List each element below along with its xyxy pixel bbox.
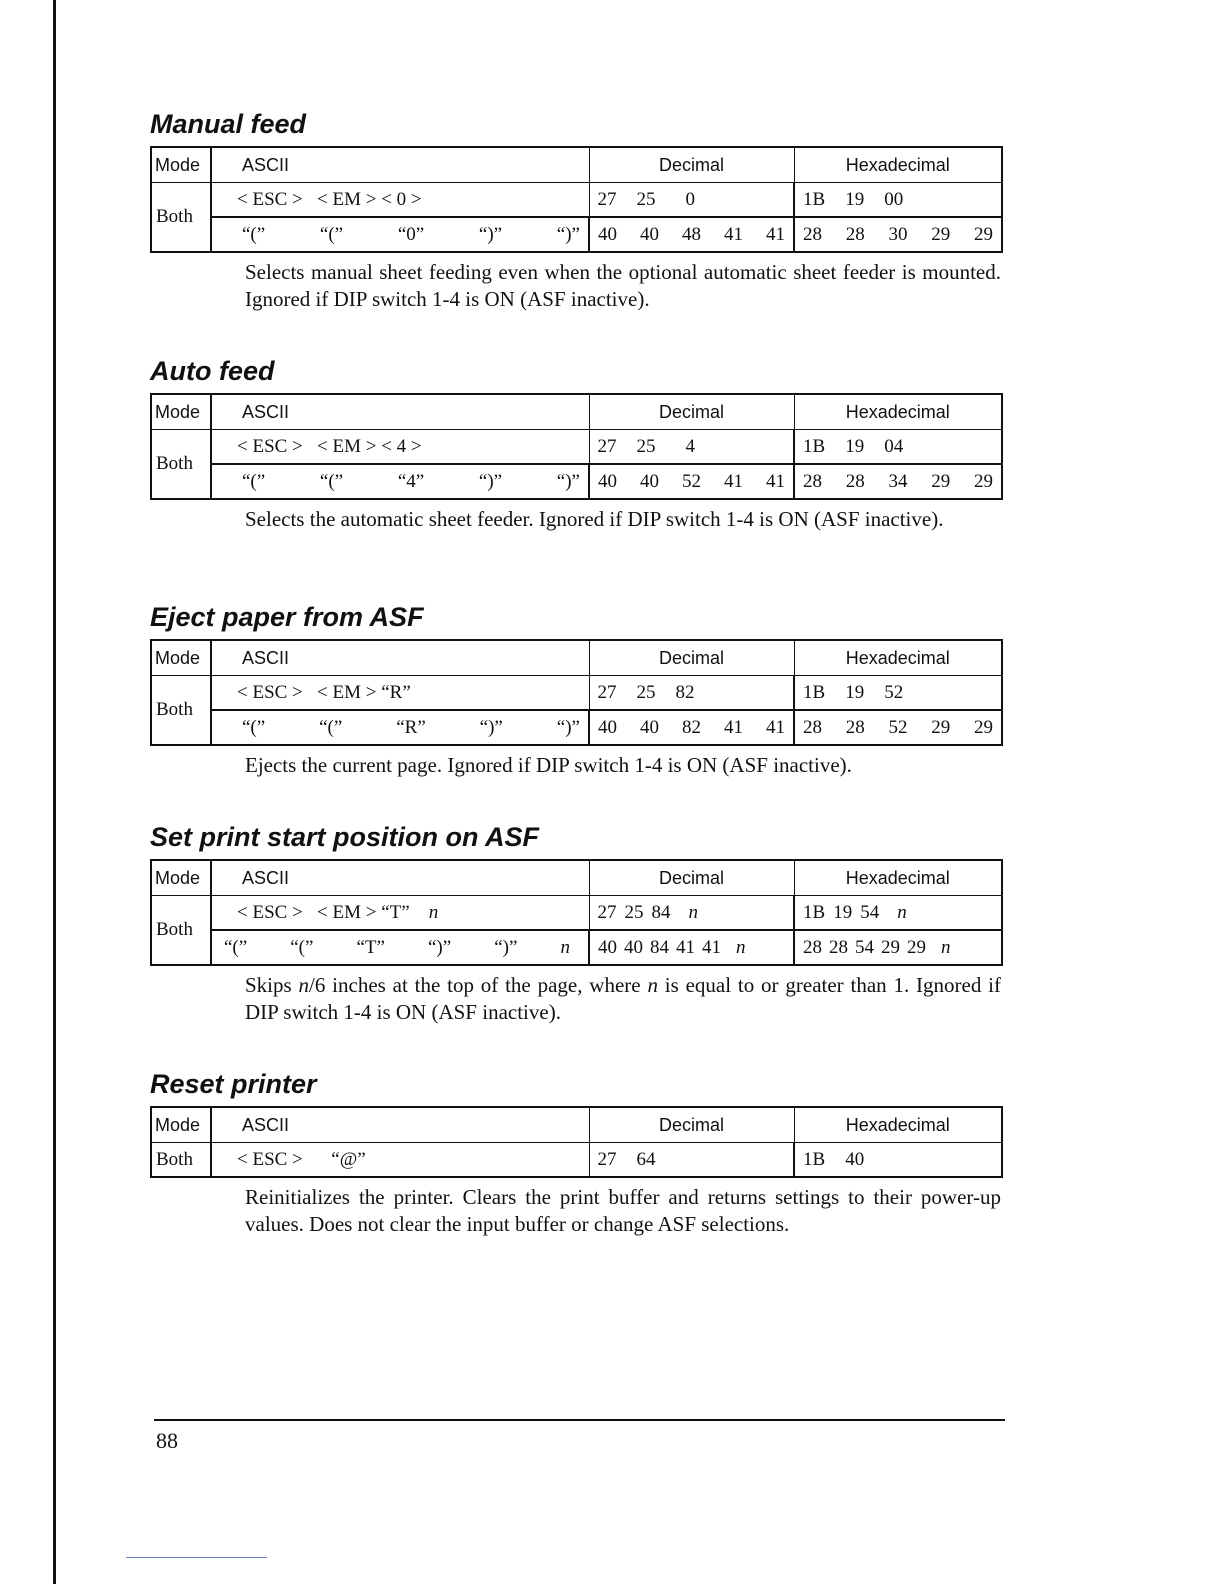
table-row bbox=[151, 1143, 1002, 1178]
header-decimal: Decimal bbox=[589, 640, 794, 676]
table-row bbox=[151, 430, 1002, 465]
section-eject-paper bbox=[150, 599, 1005, 779]
table-header-row bbox=[151, 1107, 1002, 1143]
ascii-cell: “(” “(” “R” “)” “)” bbox=[211, 710, 589, 745]
header-decimal: Decimal bbox=[589, 1107, 794, 1143]
ascii-cell: “(” “(” “0” “)” “)” bbox=[211, 217, 589, 252]
table-row bbox=[151, 464, 1002, 499]
decimal-cell: 27 25 82 bbox=[589, 676, 794, 711]
decimal-cell: 27 25 4 bbox=[589, 430, 794, 465]
table-row bbox=[151, 710, 1002, 745]
decimal-cell: 40 40 84 41 41 n bbox=[589, 930, 794, 965]
command-table bbox=[150, 393, 1003, 500]
decimal-cell: 27 25 84 n bbox=[589, 896, 794, 931]
header-ascii: ASCII bbox=[211, 147, 589, 183]
section-title: Eject paper from ASF bbox=[150, 602, 424, 632]
command-table bbox=[150, 1106, 1003, 1178]
table-row bbox=[151, 676, 1002, 711]
hex-cell: 28 28 54 29 29 n bbox=[794, 930, 1002, 965]
header-mode: Mode bbox=[151, 860, 211, 896]
hex-cell: 1B 19 52 bbox=[794, 676, 1002, 711]
section-title: Auto feed bbox=[150, 356, 275, 386]
hex-cell: 28 28 34 29 29 bbox=[794, 464, 1002, 499]
section-description: Skips n/6 inches at the top of the page, where n is equal to or greater than 1. Ignored if DIP switch 1-4 is ON (ASF inactive). bbox=[245, 973, 1002, 1024]
decimal-cell: 27 25 0 bbox=[589, 183, 794, 218]
ascii-cell: < ESC > < EM > “R” bbox=[211, 676, 589, 711]
mode-cell: Both bbox=[151, 430, 211, 500]
table-row bbox=[151, 930, 1002, 965]
header-decimal: Decimal bbox=[589, 860, 794, 896]
mode-cell: Both bbox=[151, 676, 211, 746]
section-title: Reset printer bbox=[150, 1069, 317, 1099]
header-mode: Mode bbox=[151, 147, 211, 183]
header-ascii: ASCII bbox=[211, 394, 589, 430]
mode-cell: Both bbox=[151, 183, 211, 253]
page-binding-edge bbox=[53, 0, 56, 1584]
table-row bbox=[151, 896, 1002, 931]
header-ascii: ASCII bbox=[211, 1107, 589, 1143]
hex-cell: 1B 40 bbox=[794, 1143, 1002, 1178]
hex-cell: 1B 19 54 n bbox=[794, 896, 1002, 931]
header-hex: Hexadecimal bbox=[794, 640, 1002, 676]
decimal-cell: 40 40 48 41 41 bbox=[589, 217, 794, 252]
command-table bbox=[150, 146, 1003, 253]
header-hex: Hexadecimal bbox=[794, 1107, 1002, 1143]
header-hex: Hexadecimal bbox=[794, 147, 1002, 183]
hex-cell: 1B 19 04 bbox=[794, 430, 1002, 465]
ascii-cell: < ESC > < EM > “T” n bbox=[211, 896, 589, 931]
section-print-start-position bbox=[150, 819, 1005, 1026]
ascii-cell: < ESC > < EM > < 0 > bbox=[211, 183, 589, 218]
header-hex: Hexadecimal bbox=[794, 860, 1002, 896]
decimal-cell: 27 64 bbox=[589, 1143, 794, 1178]
ascii-cell: < ESC > “@” bbox=[211, 1143, 589, 1178]
header-ascii: ASCII bbox=[211, 640, 589, 676]
decimal-cell: 40 40 52 41 41 bbox=[589, 464, 794, 499]
section-title: Manual feed bbox=[150, 109, 307, 139]
table-header-row bbox=[151, 860, 1002, 896]
hex-cell: 1B 19 00 bbox=[794, 183, 1002, 218]
footer-rule bbox=[154, 1419, 1005, 1421]
section-title: Set print start position on ASF bbox=[150, 822, 539, 852]
section-description: Reinitializes the printer. Clears the print buffer and returns settings to their power-up values. Does not clear the input buffer or change ASF selections. bbox=[245, 1185, 1001, 1236]
header-decimal: Decimal bbox=[589, 394, 794, 430]
page-number: 88 bbox=[156, 1428, 178, 1453]
header-ascii: ASCII bbox=[211, 860, 589, 896]
command-table bbox=[150, 639, 1003, 746]
section-manual-feed bbox=[150, 106, 1005, 313]
table-header-row bbox=[151, 640, 1002, 676]
mode-cell: Both bbox=[151, 896, 211, 966]
header-hex: Hexadecimal bbox=[794, 394, 1002, 430]
table-row bbox=[151, 183, 1002, 218]
ascii-cell: “(” “(” “T” “)” “)” n bbox=[211, 930, 589, 965]
header-mode: Mode bbox=[151, 640, 211, 676]
hex-cell: 28 28 30 29 29 bbox=[794, 217, 1002, 252]
hex-cell: 28 28 52 29 29 bbox=[794, 710, 1002, 745]
header-mode: Mode bbox=[151, 394, 211, 430]
header-mode: Mode bbox=[151, 1107, 211, 1143]
section-reset-printer bbox=[150, 1066, 1005, 1238]
command-table bbox=[150, 859, 1003, 966]
table-header-row bbox=[151, 147, 1002, 183]
section-description: Selects the automatic sheet feeder. Ignored if DIP switch 1-4 is ON (ASF inactive). bbox=[245, 507, 944, 531]
section-auto-feed bbox=[150, 353, 1005, 533]
section-description: Selects manual sheet feeding even when the optional automatic sheet feeder is mounted. Ignored if DIP switch 1-4 is ON (ASF inactive). bbox=[245, 260, 1001, 311]
table-row bbox=[151, 217, 1002, 252]
mode-cell: Both bbox=[151, 1143, 211, 1178]
table-header-row bbox=[151, 394, 1002, 430]
section-description: Ejects the current page. Ignored if DIP switch 1-4 is ON (ASF inactive). bbox=[245, 753, 852, 777]
decimal-cell: 40 40 82 41 41 bbox=[589, 710, 794, 745]
ascii-cell: “(” “(” “4” “)” “)” bbox=[211, 464, 589, 499]
ascii-cell: < ESC > < EM > < 4 > bbox=[211, 430, 589, 465]
header-decimal: Decimal bbox=[589, 147, 794, 183]
footer-mark bbox=[126, 1557, 267, 1558]
